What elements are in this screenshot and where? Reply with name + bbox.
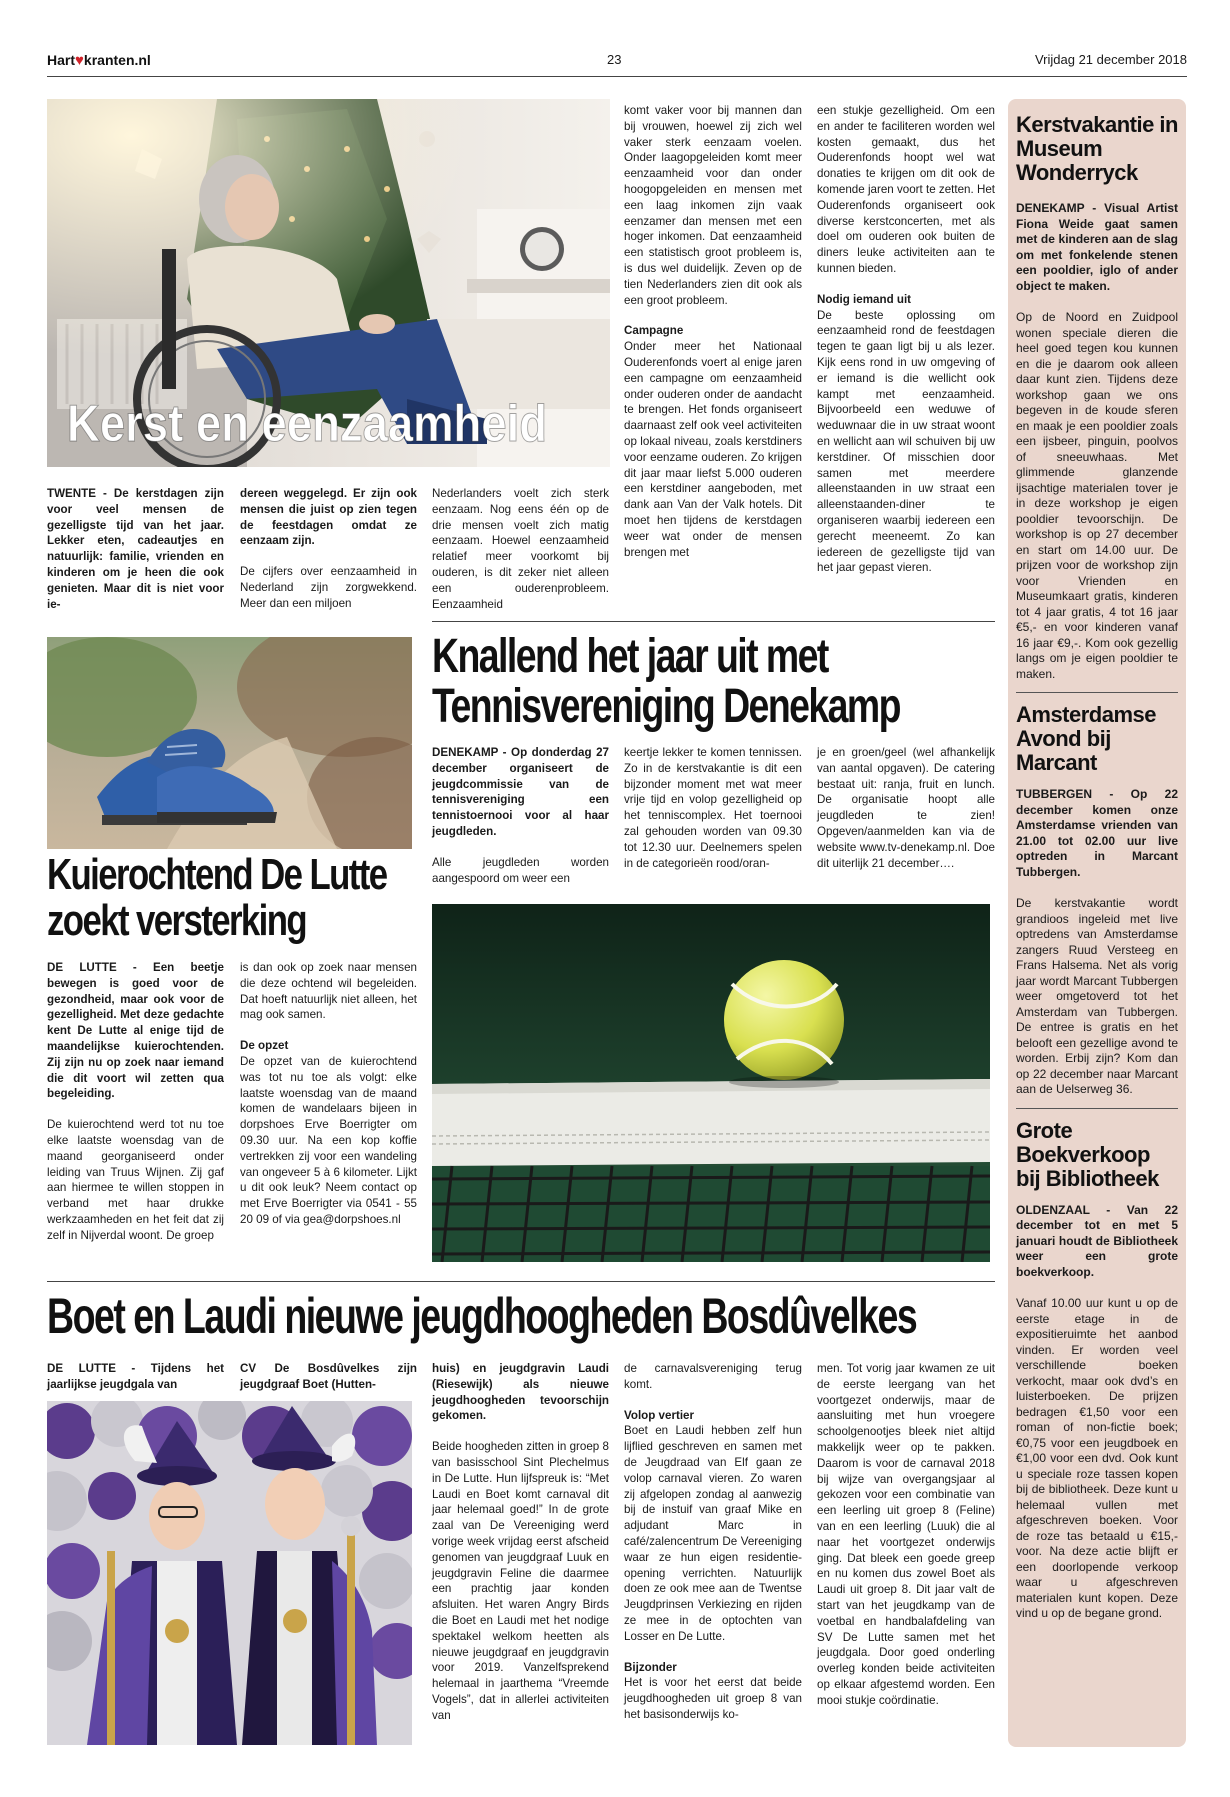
article1-col2 <box>240 486 417 627</box>
article4-subhead-bijzonder: Bijzonder <box>624 1660 677 1674</box>
article3-photo <box>432 904 990 1262</box>
article2-photo <box>47 637 412 849</box>
article4-col4-p1: de carnavalsvereniging terug komt. <box>624 1362 802 1391</box>
logo-text-left: Hart <box>47 52 76 68</box>
article1-col2-p1: De cijfers over eenzaamheid in Nederland zijn zorgwekkend. Meer dan een miljoen <box>240 565 417 610</box>
separator-rule-1 <box>432 621 995 622</box>
article2-col1 <box>47 960 224 1259</box>
article4-photo <box>47 1401 412 1745</box>
article2-headline <box>47 852 412 944</box>
article1-col3: Nederlanders voelt zich sterk eenzaam. Nog eens één op de drie mensen voelt zich matig eenzaam. Hoewel eenzaamheid relatief meer voorkomt bij ouderen, is dit zeker niet alleen een ouderenprobleem. Eenzaamheid <box>432 487 609 611</box>
article4-col5: men. Tot vorig jaar kwamen ze uit de eerste leergang van het voortgezet onderwijs, maar de aansluiting met hun vroegere schoolgenootjes bleek niet altijd makkelijk weer op te pakken. Daarom is voor de carnaval 2018 bij wijze van overgangsjaar al gekozen voor een combinatie van een leerling uit groep 8 (Feline) van en een leerling (Luuk) die al naar het voortgezet onderwijs ging. Dat bleek een goede greep en nu komen dus zowel Boet als Laudi uit groep 8. Dit jaar valt de start van het jeugdkamp van de voetbal en handbalafdeling van SV De Lutte samen met het jeugdgala. Door goed onderling overleg konden beide activiteiten op elkaar afgestemd worden. Een mooi stukje coördinatie. <box>817 1362 995 1707</box>
article3-col1-lead: DENEKAMP - Op donderdag 27 december organiseert de jeugdcommissie van de tennisvereniging een tennistoernooi voor al haar jeugdleden. <box>432 746 609 838</box>
sidebar-item-boekverkoop <box>1016 1119 1178 1622</box>
page-number: 23 <box>607 52 622 67</box>
article3-col1-p1: Alle jeugdleden worden aangespoord om weer een <box>432 855 609 885</box>
header-rule <box>47 76 1187 77</box>
issue-date: Vrijdag 21 december 2018 <box>1034 52 1187 67</box>
article4-col3-p1: Beide hoogheden zitten in groep 8 van basisschool Sint Plechelmus in De Lutte. Hun lijfspreuk is: “Met Laudi en Boet komt carnaval dit jaar helemaal goed!” In de grote zaal van De Vereeniging werd vorige week vrijdag eerst afscheid genomen van jeugdgraaf Luuk en jeugdgravin Feline die daarmee een prachtig jaar konden afsluiten. Het waren Angry Birds die Boet en Laudi met het nodige spektakel welkom heetten als nieuwe jeugdgraaf en jeugdgravin voor 2019. Vanzelfsprekend helemaal in jaarthema “Vreemde Vogels”, dat in allerlei activiteiten van <box>432 1440 609 1722</box>
article3-col3: je en groen/geel (wel afhankelijk van aantal opgaven). De catering bestaat uit: ranja, fruit en lunch. De organisatie hoopt alle jeugdleden te zien! Opgeven/aanmelden kan via de website www.tv-denekamp.nl. Doe dit uiterlijk 21 december…. <box>817 746 995 870</box>
article2-col1-p1: De kuierochtend werd tot nu toe elke laatste woensdag van de maand georganiseerd onder leiding van Truus Wijnen. Zij gaf aan hiermee te willen stoppen in verband met haar drukke werkzaamheden en het feit dat zij zelf in Nijverdal woont. De groep <box>47 1118 224 1242</box>
sidebar-body-boekverkoop: Vanaf 10.00 uur kunt u op de eerste etage in de expositieruimte het aanbod vinden. Er worden veel verschillende boeken verkocht, maar ook dvd’s en luisterboeken. De prijzen bedragen €1,50 voor een roman of non-fictie boek; €0,75 voor een jeugdboek en €1,00 voor een dvd. Ook kunt u speciale roze tassen kopen bij de bibliotheek. Deze kunt u helemaal vullen met afgeschreven boeken. Voor de roze tas betaald u €15,- voor. Na deze actie blijft er een doorlopende verkoop waar u afgeschreven materialen kunt kopen. Deze vind u op de begane grond. <box>1016 1296 1178 1620</box>
article2-col1-lead: DE LUTTE - Een beetje bewegen is goed voor de gezondheid, maar ook voor de gezelligheid. Met deze gedachte kent De Lutte al enige tijd de maandelijkse kuierochtenden. Zij zijn nu op zoek naar iemand die dit voort wil zetten qua begeleiding. <box>47 961 224 1101</box>
article2-headline-line2: zoekt versterking <box>47 896 307 946</box>
sidebar-lead-marcant: TUBBERGEN - Op 22 december komen onze Amsterdamse vrienden van 21.00 tot 02.00 uur live optreden in Marcant Tubbergen. <box>1016 787 1178 879</box>
sidebar-divider <box>1016 1108 1178 1109</box>
article4-col3-lead: huis) en jeugdgravin Laudi (Riesewijk) als nieuwe jeugdhoogheden tevoorschijn gekomen. <box>432 1362 609 1423</box>
hiking-shoes-image <box>47 637 412 849</box>
sidebar-lead-boekverkoop: OLDENZAAL - Van 22 december tot en met 5 januari houdt de Bibliotheek weer een grote boekverkoop. <box>1016 1202 1178 1279</box>
article1-subhead-nodig: Nodig iemand uit <box>817 292 912 306</box>
article3-col1 <box>432 745 609 901</box>
article3-headline-line2: Tennisvereniging Denekamp <box>432 680 900 734</box>
article4-col3 <box>432 1361 609 1739</box>
sidebar-lead-museum: DENEKAMP - Visual Artist Fiona Weide gaat samen met de kinderen aan de slag om met fonkelende stenen een pooldier, iglo of ander object te maken. <box>1016 201 1178 293</box>
heart-icon: ♥ <box>75 52 84 69</box>
article4-subhead-vertier: Volop vertier <box>624 1408 695 1422</box>
sidebar-item-marcant <box>1016 703 1178 1098</box>
youth-royals-carnival-image <box>47 1401 412 1745</box>
article1-col5-p1: een stukje gezelligheid. Om een en ander te faciliteren worden wel kosten gemaakt, dus het Ouderenfonds hoopt wel wat donaties te krijgen om dit ook de komende jaren voort te zetten. Het Ouderenfonds organiseert ook diverse kerstconcerten, met als doel om ouderen ook buiten de diners leuke activiteiten aan te kunnen bieden. <box>817 104 995 275</box>
site-logo[interactable] <box>47 52 151 69</box>
article2-col2-p1: is dan ook op zoek naar mensen die deze ochtend wil begeleiden. Dat hoeft natuurlijk niet alleen, het mag ook samen. <box>240 961 417 1022</box>
article1-col5-p2: De beste oplossing om eenzaamheid rond de feestdagen tegen te gaan ligt bij u als lezer. Kijk eens rond in uw omgeving of er iemand is die wellicht ook kampt met eenzaamheid. Bijvoorbeeld een weduwe of weduwnaar die in uw straat woont en wellicht aan wil schuiven bij uw kerstdiner. Of misschien door samen met meerdere alleenstaanden in uw straat een alleenstaanden-diner te organiseren waarbij iedereen een gerecht meeneemt. Zo kan iedereen de gezelligste tijd van het jaar gepast vieren. <box>817 308 995 575</box>
sidebar-panel <box>1008 99 1186 1747</box>
article2-col2 <box>240 960 417 1243</box>
sidebar-title-museum: Kerstvakantie in Museum Wonderryck <box>1016 112 1178 185</box>
article3-headline <box>432 632 994 733</box>
article4-col1-lead: DE LUTTE - Tijdens het jaarlijkse jeugdgala van <box>47 1362 224 1391</box>
article1-col4 <box>624 103 802 575</box>
logo-text-right: kranten.nl <box>83 52 151 68</box>
article1-subhead-campagne: Campagne <box>624 324 684 338</box>
sidebar-title-marcant: Amsterdamse Avond bij Marcant <box>1016 702 1157 775</box>
sidebar-body-museum: Op de Noord en Zuidpool wonen speciale dieren die heel goed tegen kou kunnen en die je daarom ook alleen daar kunt zien. Tijdens deze workshop gaan we ons begeven in de koude sferen en maak je een pooldier zoals een ijsbeer, pinguin, poolvos of sneeuwhaas. Met glimmende glanzende ijsachtige materialen tover je in deze workshop je eigen pooldier tevoorschijn. De workshop is op 27 december en start om 14.00 uur. De prijzen voor de workshop zijn voor Vrienden en Museumkaart gratis, kinderen tot 4 jaar gratis, 4 tot 16 jaar €5,- en voor kinderen vanaf 16 jaar €9,-. Kom ook gezellig langs om je eigen pooldier te maken. <box>1016 310 1178 681</box>
article4-col4-p3: Het is voor het eerst dat beide jeugdhoogheden uit groep 8 van het basisonderwijs ko- <box>624 1676 802 1721</box>
article1-col1-lead: TWENTE - De kerstdagen zijn voor veel mensen de gezelligste tijd van het jaar. Lekker eten, cadeautjes en natuurlijk: familie, vrienden en kinderen om je heen die ook genieten. Maar dit is niet voor ie- <box>47 487 224 611</box>
article4-headline: Boet en Laudi nieuwe jeugdhoogheden Bosdûvelkes <box>47 1288 917 1344</box>
separator-rule-2 <box>47 1281 995 1282</box>
article3-headline-line1: Knallend het jaar uit met <box>432 630 828 683</box>
article1-col5 <box>817 103 995 591</box>
page-header <box>47 52 1187 74</box>
sidebar-body-marcant: De kerstvakantie wordt grandioos ingeleid met live optredens van Amsterdamse zangers Ruud Versteeg en Frans Halsema. Net als vorig jaar wordt Marcant Tubbergen weer omgetoverd tot het Amsterdam van Tubbergen. De entree is gratis en het belooft een gezellige avond te worden. Erbij zijn? Kom dan op 22 december naar Marcant aan de Uelserweg 36. <box>1016 896 1178 1096</box>
article4-col4 <box>624 1361 802 1738</box>
article2-subhead-opzet: De opzet <box>240 1039 289 1053</box>
article1-col4-p1: komt vaker voor bij mannen dan bij vrouwen, hoewel zij zich wel vaker sterk eenzaam voelen. Onder laagopgeleiden komt meer eenzaamheid voor dan onder hoogopgeleiden en mensen met een laag inkomen zijn vaak eenzamer dan mensen met een hoger inkomen. Dat eenzaamheid een statistisch groot probleem is, is dus wel duidelijk. Zeven op de tien Nederlanders zien dit ook als een groot probleem. <box>624 104 802 307</box>
article4-col4-p2: Boet en Laudi hebben zelf hun lijflied geschreven en samen met de Jeugdraad van Elf gaan ze volop carnaval vieren. Zo waren zij afgelopen zondag al aanwezig bij de instuif van graaf Mike en adjudant Marc in café/zalencentrum De Vereeniging waar ze hun eigen residentie-opening verrichten. Natuurlijk doen ze ook mee aan de Twentse Jeugdprinsen Verkiezing en rijden ze mee in de optochten van Losser en De Lutte. <box>624 1424 802 1643</box>
article2-headline-line1: Kuierochtend De Lutte <box>47 850 387 899</box>
elderly-woman-christmas-image <box>47 99 610 467</box>
tennis-ball-net-image <box>432 904 990 1262</box>
sidebar-title-boekverkoop: Grote Boekverkoop bij Bibliotheek <box>1016 1117 1159 1191</box>
sidebar-divider <box>1016 692 1178 693</box>
article4-col2-lead: CV De Bosdûvelkes zijn jeugdgraaf Boet (Hutten- <box>240 1362 417 1391</box>
article1-headline: Kerst en eenzaamheid <box>67 395 547 453</box>
article1-col4-p2: Onder meer het Nationaal Ouderenfonds voert al enige jaren een campagne om eenzaamheid onder ouderen onder de aandacht te brengen. Het fonds organiseert daarnaast zelf ook veel activiteiten op lokaal niveau, zoals kerstdiners voor eenzame ouderen. Zo krijgen dit jaar maar liefst 5.000 ouderen een kerstdiner aangeboden, met dank aan Van der Valk hotels. Dit moet hen tijdens de kerstdagen weer wat onder de mensen brengen met <box>624 340 802 559</box>
article3-col2: keertje lekker te komen tennissen. Zo in de kerstvakantie is dit een bijzonder moment met wat meer vrije tijd en volop gezelligheid op het tenniscomplex. Het toernooi zal gehouden worden van 09.30 tot 12.30 uur. Deelnemers spelen in de categorieën rood/oran- <box>624 746 802 870</box>
article2-col2-p2: De opzet van de kuierochtend was tot nu toe als volgt: elke laatste woensdag van de maand komen de wandelaars bijeen in dorpshoes Erve Boerrigter om 09.30 uur. Na een kop koffie vertrekken zij voor een wandeling van ongeveer 5 à 6 kilometer. Lijkt u dit ook leuk? Neem contact op met Erve Boerrigter via 0541 - 55 20 09 of via gea@dorpshoes.nl <box>240 1054 417 1226</box>
sidebar-item-museum <box>1016 113 1178 682</box>
article1-col2-lead: dereen weggelegd. Er zijn ook mensen die juist op zien tegen de feestdagen omdat ze eenzaam zijn. <box>240 487 417 548</box>
article1-photo <box>47 99 610 467</box>
